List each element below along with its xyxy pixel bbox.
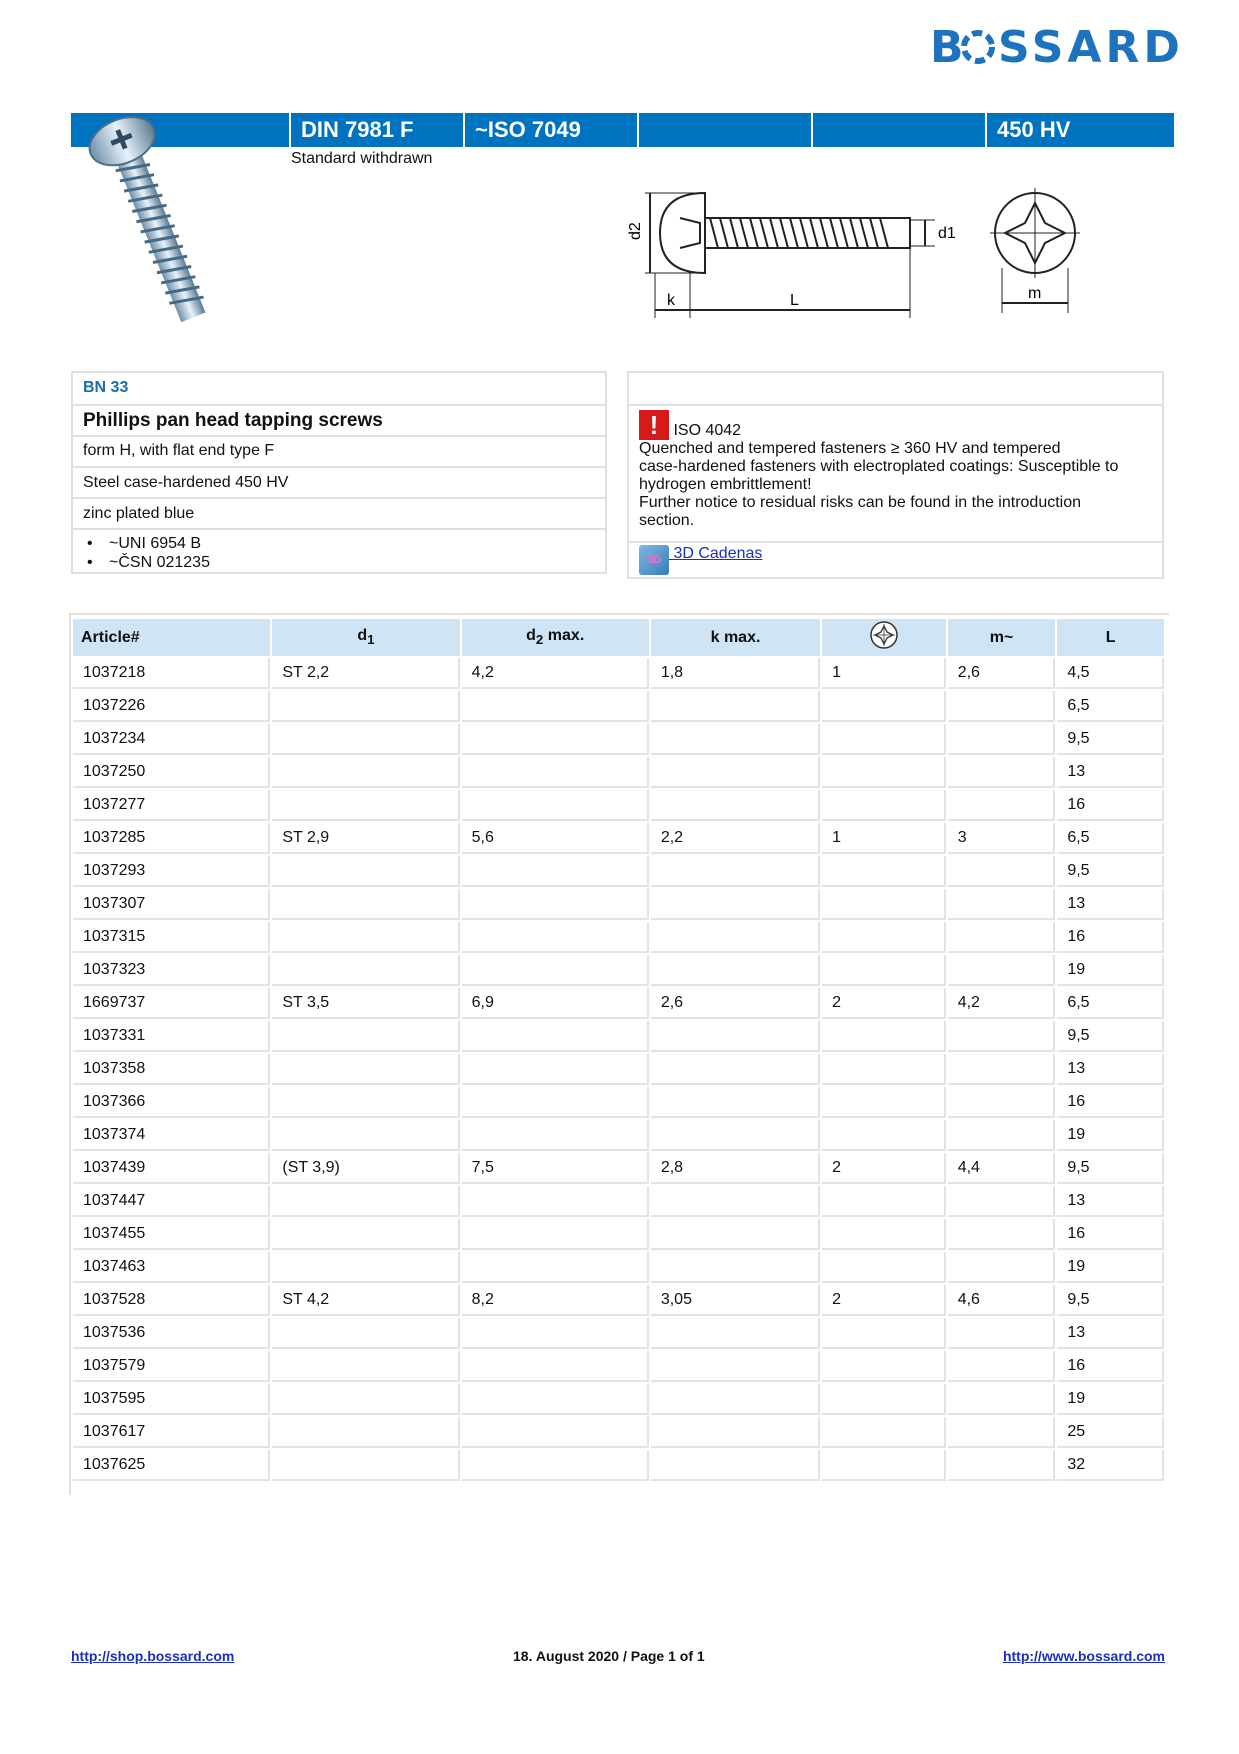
cell-l: 25 bbox=[1057, 1417, 1164, 1448]
cell-l: 9,5 bbox=[1057, 1285, 1164, 1316]
cell-d1 bbox=[272, 1054, 459, 1085]
cell-l: 16 bbox=[1057, 1219, 1164, 1250]
cell-d2 bbox=[462, 955, 649, 986]
cell-d1 bbox=[272, 1417, 459, 1448]
table-row bbox=[73, 889, 1164, 920]
cell-drive-size bbox=[822, 889, 946, 920]
col-header-d2-sub: 2 bbox=[535, 632, 544, 648]
cell-d1 bbox=[272, 691, 459, 722]
header-cell-empty-2 bbox=[811, 113, 985, 147]
cadenas-3d-link[interactable]: 3D Cadenas bbox=[669, 545, 763, 562]
cell-k bbox=[651, 1351, 820, 1382]
cell-l: 6,5 bbox=[1057, 988, 1164, 1019]
notice-text-row bbox=[629, 406, 1162, 543]
cell-k bbox=[651, 1384, 820, 1415]
table-row bbox=[73, 757, 1164, 788]
website-link[interactable]: http://www.bossard.com bbox=[1002, 1648, 1165, 1664]
cell-m bbox=[948, 1186, 1056, 1217]
cell-drive-size bbox=[822, 856, 946, 887]
equivalent-standard: • ~ČSN 021235 bbox=[87, 553, 605, 572]
cell-d2 bbox=[462, 1450, 649, 1481]
cell-d2 bbox=[462, 724, 649, 755]
cell-d2 bbox=[462, 1186, 649, 1217]
table-row bbox=[73, 1054, 1164, 1085]
cell-article: 1037447 bbox=[73, 1186, 270, 1217]
cell-article: 1037625 bbox=[73, 1450, 270, 1481]
notice-line: case-hardened fasteners with electroplated coatings: Susceptible to bbox=[639, 458, 1119, 475]
cell-d2: 7,5 bbox=[462, 1153, 649, 1184]
cell-l: 16 bbox=[1057, 790, 1164, 821]
cell-drive-size bbox=[822, 1219, 946, 1250]
cell-l: 9,5 bbox=[1057, 856, 1164, 887]
cell-l: 13 bbox=[1057, 889, 1164, 920]
cell-m bbox=[948, 790, 1056, 821]
table-row bbox=[73, 1021, 1164, 1052]
bn-number: BN 33 bbox=[83, 379, 129, 396]
cell-d2 bbox=[462, 1384, 649, 1415]
cell-l: 16 bbox=[1057, 922, 1164, 953]
cell-k bbox=[651, 889, 820, 920]
cell-drive-size bbox=[822, 1252, 946, 1283]
cell-d1 bbox=[272, 955, 459, 986]
notice-header-row bbox=[629, 373, 1162, 406]
cell-m bbox=[948, 1417, 1056, 1448]
table-row bbox=[73, 1384, 1164, 1415]
cell-article: 1037250 bbox=[73, 757, 270, 788]
cell-d1 bbox=[272, 724, 459, 755]
cell-m bbox=[948, 1021, 1056, 1052]
cell-d1 bbox=[272, 1384, 459, 1415]
cell-m bbox=[948, 922, 1056, 953]
cell-article: 1037293 bbox=[73, 856, 270, 887]
cell-article: 1037358 bbox=[73, 1054, 270, 1085]
cell-m: 4,6 bbox=[948, 1285, 1056, 1316]
cell-article: 1037234 bbox=[73, 724, 270, 755]
cell-drive-size: 1 bbox=[822, 823, 946, 854]
cell-drive-size bbox=[822, 790, 946, 821]
col-header-d2 bbox=[462, 619, 649, 656]
cell-k: 2,6 bbox=[651, 988, 820, 1019]
cell-l: 6,5 bbox=[1057, 823, 1164, 854]
header-cell-hardness: 450 HV bbox=[985, 113, 1174, 147]
cell-article: 1037315 bbox=[73, 922, 270, 953]
table-row bbox=[73, 1252, 1164, 1283]
cell-article: 1037277 bbox=[73, 790, 270, 821]
cell-drive-size bbox=[822, 1450, 946, 1481]
cell-drive-size bbox=[822, 1186, 946, 1217]
cell-k bbox=[651, 955, 820, 986]
cell-m: 3 bbox=[948, 823, 1056, 854]
cell-drive-size bbox=[822, 691, 946, 722]
cell-article: 1037455 bbox=[73, 1219, 270, 1250]
cell-drive-size: 2 bbox=[822, 1285, 946, 1316]
col-header-drive bbox=[822, 619, 946, 656]
cell-m bbox=[948, 1450, 1056, 1481]
cell-d2 bbox=[462, 790, 649, 821]
cell-d2 bbox=[462, 1252, 649, 1283]
cell-article: 1037463 bbox=[73, 1252, 270, 1283]
table-row bbox=[73, 1351, 1164, 1382]
cell-d1 bbox=[272, 1351, 459, 1382]
cell-d1 bbox=[272, 790, 459, 821]
dim-label-d2: d2 bbox=[627, 222, 644, 240]
cell-d2 bbox=[462, 922, 649, 953]
table-row bbox=[73, 724, 1164, 755]
title-row bbox=[73, 406, 605, 437]
cell-k bbox=[651, 790, 820, 821]
table-row bbox=[73, 988, 1164, 1019]
col-header-d1-sub: 1 bbox=[367, 632, 375, 648]
cell-l: 9,5 bbox=[1057, 724, 1164, 755]
table-row bbox=[73, 1450, 1164, 1481]
cell-drive-size bbox=[822, 955, 946, 986]
cell-d1 bbox=[272, 1120, 459, 1151]
cell-d1 bbox=[272, 1252, 459, 1283]
cell-m bbox=[948, 1087, 1056, 1118]
cell-l: 19 bbox=[1057, 1384, 1164, 1415]
cell-d2 bbox=[462, 1417, 649, 1448]
table-header-row bbox=[73, 619, 1164, 656]
cell-k: 2,8 bbox=[651, 1153, 820, 1184]
header-cell-din: DIN 7981 F bbox=[289, 113, 463, 147]
cell-d1: ST 4,2 bbox=[272, 1285, 459, 1316]
cell-l: 16 bbox=[1057, 1087, 1164, 1118]
cad-row bbox=[629, 543, 1162, 577]
material-row: Steel case-hardened 450 HV bbox=[73, 468, 605, 499]
cell-d1 bbox=[272, 1186, 459, 1217]
dim-label-m: m bbox=[1028, 285, 1042, 302]
cell-m bbox=[948, 757, 1056, 788]
cell-k bbox=[651, 1219, 820, 1250]
table-row bbox=[73, 955, 1164, 986]
cell-article: 1037374 bbox=[73, 1120, 270, 1151]
cell-d2: 5,6 bbox=[462, 823, 649, 854]
cell-drive-size bbox=[822, 1054, 946, 1085]
table-row bbox=[73, 1219, 1164, 1250]
cell-article: 1037307 bbox=[73, 889, 270, 920]
cell-m bbox=[948, 1219, 1056, 1250]
col-header-d1-letter: d bbox=[357, 627, 368, 645]
notice-box bbox=[627, 371, 1164, 579]
table-row bbox=[73, 1186, 1164, 1217]
cell-m bbox=[948, 1120, 1056, 1151]
cell-article: 1037226 bbox=[73, 691, 270, 722]
cell-article: 1037439 bbox=[73, 1153, 270, 1184]
table-row bbox=[73, 1285, 1164, 1316]
finish-row: zinc plated blue bbox=[73, 499, 605, 530]
footer-right bbox=[1003, 1648, 1165, 1664]
cell-d1 bbox=[272, 1318, 459, 1349]
standard-status-note: Standard withdrawn bbox=[291, 150, 433, 167]
notice-line: Quenched and tempered fasteners ≥ 360 HV and tempered bbox=[639, 440, 1061, 457]
cell-k: 1,8 bbox=[651, 658, 820, 689]
cell-article: 1037218 bbox=[73, 658, 270, 689]
product-info-box bbox=[71, 371, 607, 574]
product-title: Phillips pan head tapping screws bbox=[83, 410, 383, 431]
equivalent-standards-list bbox=[73, 530, 605, 572]
form-row: form H, with flat end type F bbox=[73, 437, 605, 468]
logo-graphic bbox=[930, 22, 1184, 73]
cell-l: 4,5 bbox=[1057, 658, 1164, 689]
cell-d2: 6,9 bbox=[462, 988, 649, 1019]
cell-article: 1037285 bbox=[73, 823, 270, 854]
cell-drive-size: 2 bbox=[822, 1153, 946, 1184]
col-header-d2-letter: d bbox=[526, 627, 536, 645]
dim-label-l: L bbox=[790, 292, 799, 309]
cell-k bbox=[651, 856, 820, 887]
cell-drive-size bbox=[822, 757, 946, 788]
cell-article: 1037617 bbox=[73, 1417, 270, 1448]
cell-d1 bbox=[272, 1021, 459, 1052]
cell-d1 bbox=[272, 922, 459, 953]
cell-drive-size: 2 bbox=[822, 988, 946, 1019]
cell-d2 bbox=[462, 757, 649, 788]
cell-d1: ST 2,9 bbox=[272, 823, 459, 854]
cell-l: 19 bbox=[1057, 1120, 1164, 1151]
cell-k bbox=[651, 1318, 820, 1349]
col-header-article: Article# bbox=[73, 619, 270, 656]
cell-m bbox=[948, 889, 1056, 920]
table-row bbox=[73, 1417, 1164, 1448]
cell-d2 bbox=[462, 1120, 649, 1151]
cell-d2 bbox=[462, 856, 649, 887]
table-row bbox=[73, 1318, 1164, 1349]
cell-l: 32 bbox=[1057, 1450, 1164, 1481]
cell-k bbox=[651, 1021, 820, 1052]
cell-l: 13 bbox=[1057, 757, 1164, 788]
cell-m bbox=[948, 1054, 1056, 1085]
bossard-logo bbox=[930, 18, 1184, 73]
screw-photo bbox=[95, 105, 235, 335]
table-body bbox=[73, 658, 1164, 1481]
cell-k bbox=[651, 1054, 820, 1085]
cell-article: 1669737 bbox=[73, 988, 270, 1019]
shop-link[interactable]: http://shop.bossard.com bbox=[71, 1648, 235, 1664]
cell-k bbox=[651, 724, 820, 755]
svg-text:B: B bbox=[930, 22, 970, 73]
cell-d2 bbox=[462, 691, 649, 722]
cell-drive-size bbox=[822, 922, 946, 953]
cell-d2 bbox=[462, 889, 649, 920]
cell-m: 2,6 bbox=[948, 658, 1056, 689]
table-row bbox=[73, 1153, 1164, 1184]
cell-d2 bbox=[462, 1351, 649, 1382]
table-row bbox=[73, 658, 1164, 689]
dim-label-d1: d1 bbox=[938, 225, 956, 242]
cell-k: 2,2 bbox=[651, 823, 820, 854]
col-header-m: m~ bbox=[948, 619, 1056, 656]
cell-l: 19 bbox=[1057, 1252, 1164, 1283]
col-header-k: k max. bbox=[651, 619, 820, 656]
cell-m bbox=[948, 1351, 1056, 1382]
cell-d2 bbox=[462, 1318, 649, 1349]
cell-drive-size bbox=[822, 1120, 946, 1151]
cell-d2: 4,2 bbox=[462, 658, 649, 689]
cell-k bbox=[651, 1450, 820, 1481]
cell-article: 1037536 bbox=[73, 1318, 270, 1349]
cell-k bbox=[651, 757, 820, 788]
cell-m: 4,2 bbox=[948, 988, 1056, 1019]
table-row bbox=[73, 691, 1164, 722]
cell-k bbox=[651, 691, 820, 722]
table-row bbox=[73, 1120, 1164, 1151]
notice-standard: ISO 4042 bbox=[673, 422, 742, 439]
cell-drive-size bbox=[822, 724, 946, 755]
bn-row bbox=[73, 373, 605, 406]
cadenas-3d-icon: 3D bbox=[639, 545, 669, 575]
header-cell-empty-1 bbox=[637, 113, 811, 147]
equivalent-standard: • ~UNI 6954 B bbox=[87, 534, 605, 553]
footer-left bbox=[71, 1648, 234, 1664]
cell-k bbox=[651, 922, 820, 953]
cell-drive-size bbox=[822, 1021, 946, 1052]
cell-l: 13 bbox=[1057, 1318, 1164, 1349]
cell-d1 bbox=[272, 1450, 459, 1481]
cell-article: 1037323 bbox=[73, 955, 270, 986]
footer-page-info: 18. August 2020 / Page 1 of 1 bbox=[513, 1648, 705, 1664]
cell-d2 bbox=[462, 1054, 649, 1085]
table-row bbox=[73, 790, 1164, 821]
cell-k bbox=[651, 1087, 820, 1118]
cell-d1: (ST 3,9) bbox=[272, 1153, 459, 1184]
cell-k bbox=[651, 1417, 820, 1448]
warning-icon: ! bbox=[639, 410, 669, 440]
cell-m bbox=[948, 1252, 1056, 1283]
cell-article: 1037579 bbox=[73, 1351, 270, 1382]
cell-article: 1037595 bbox=[73, 1384, 270, 1415]
cell-d1: ST 2,2 bbox=[272, 658, 459, 689]
cell-drive-size bbox=[822, 1087, 946, 1118]
cell-d1 bbox=[272, 856, 459, 887]
col-header-l: L bbox=[1057, 619, 1164, 656]
cell-drive-size bbox=[822, 1417, 946, 1448]
cell-k: 3,05 bbox=[651, 1285, 820, 1316]
svg-text:SSARD: SSARD bbox=[998, 22, 1184, 73]
cell-drive-size bbox=[822, 1351, 946, 1382]
cell-l: 9,5 bbox=[1057, 1153, 1164, 1184]
table-row bbox=[73, 1087, 1164, 1118]
cell-l: 19 bbox=[1057, 955, 1164, 986]
cell-m bbox=[948, 856, 1056, 887]
cell-m bbox=[948, 955, 1056, 986]
cell-d2: 8,2 bbox=[462, 1285, 649, 1316]
cell-k bbox=[651, 1120, 820, 1151]
col-header-d2-suffix: max. bbox=[543, 627, 585, 645]
cell-d1 bbox=[272, 1087, 459, 1118]
cell-k bbox=[651, 1252, 820, 1283]
cell-m: 4,4 bbox=[948, 1153, 1056, 1184]
cell-d1 bbox=[272, 889, 459, 920]
cell-d1 bbox=[272, 1219, 459, 1250]
cell-l: 13 bbox=[1057, 1186, 1164, 1217]
article-table bbox=[71, 617, 1166, 1483]
cell-article: 1037331 bbox=[73, 1021, 270, 1052]
cell-article: 1037366 bbox=[73, 1087, 270, 1118]
col-header-d1 bbox=[272, 619, 459, 656]
cell-drive-size bbox=[822, 1384, 946, 1415]
table-row bbox=[73, 823, 1164, 854]
phillips-drive-icon bbox=[869, 620, 899, 650]
table-row bbox=[73, 922, 1164, 953]
table-row bbox=[73, 856, 1164, 887]
cell-drive-size bbox=[822, 1318, 946, 1349]
cell-l: 13 bbox=[1057, 1054, 1164, 1085]
notice-line: Further notice to residual risks can be found in the introduction bbox=[639, 494, 1082, 511]
notice-line: section. bbox=[639, 512, 695, 529]
cell-article: 1037528 bbox=[73, 1285, 270, 1316]
cell-d1 bbox=[272, 757, 459, 788]
cell-l: 6,5 bbox=[1057, 691, 1164, 722]
cell-d2 bbox=[462, 1021, 649, 1052]
cell-l: 16 bbox=[1057, 1351, 1164, 1382]
cell-d2 bbox=[462, 1087, 649, 1118]
notice-line: hydrogen embrittlement! bbox=[639, 476, 812, 493]
dim-label-k: k bbox=[667, 292, 675, 309]
cell-k bbox=[651, 1186, 820, 1217]
header-cell-iso: ~ISO 7049 bbox=[463, 113, 637, 147]
cell-drive-size: 1 bbox=[822, 658, 946, 689]
cell-m bbox=[948, 1384, 1056, 1415]
cell-m bbox=[948, 724, 1056, 755]
cell-l: 9,5 bbox=[1057, 1021, 1164, 1052]
cell-m bbox=[948, 691, 1056, 722]
cell-d2 bbox=[462, 1219, 649, 1250]
cell-m bbox=[948, 1318, 1056, 1349]
technical-drawing bbox=[627, 178, 1140, 348]
cell-d1: ST 3,5 bbox=[272, 988, 459, 1019]
